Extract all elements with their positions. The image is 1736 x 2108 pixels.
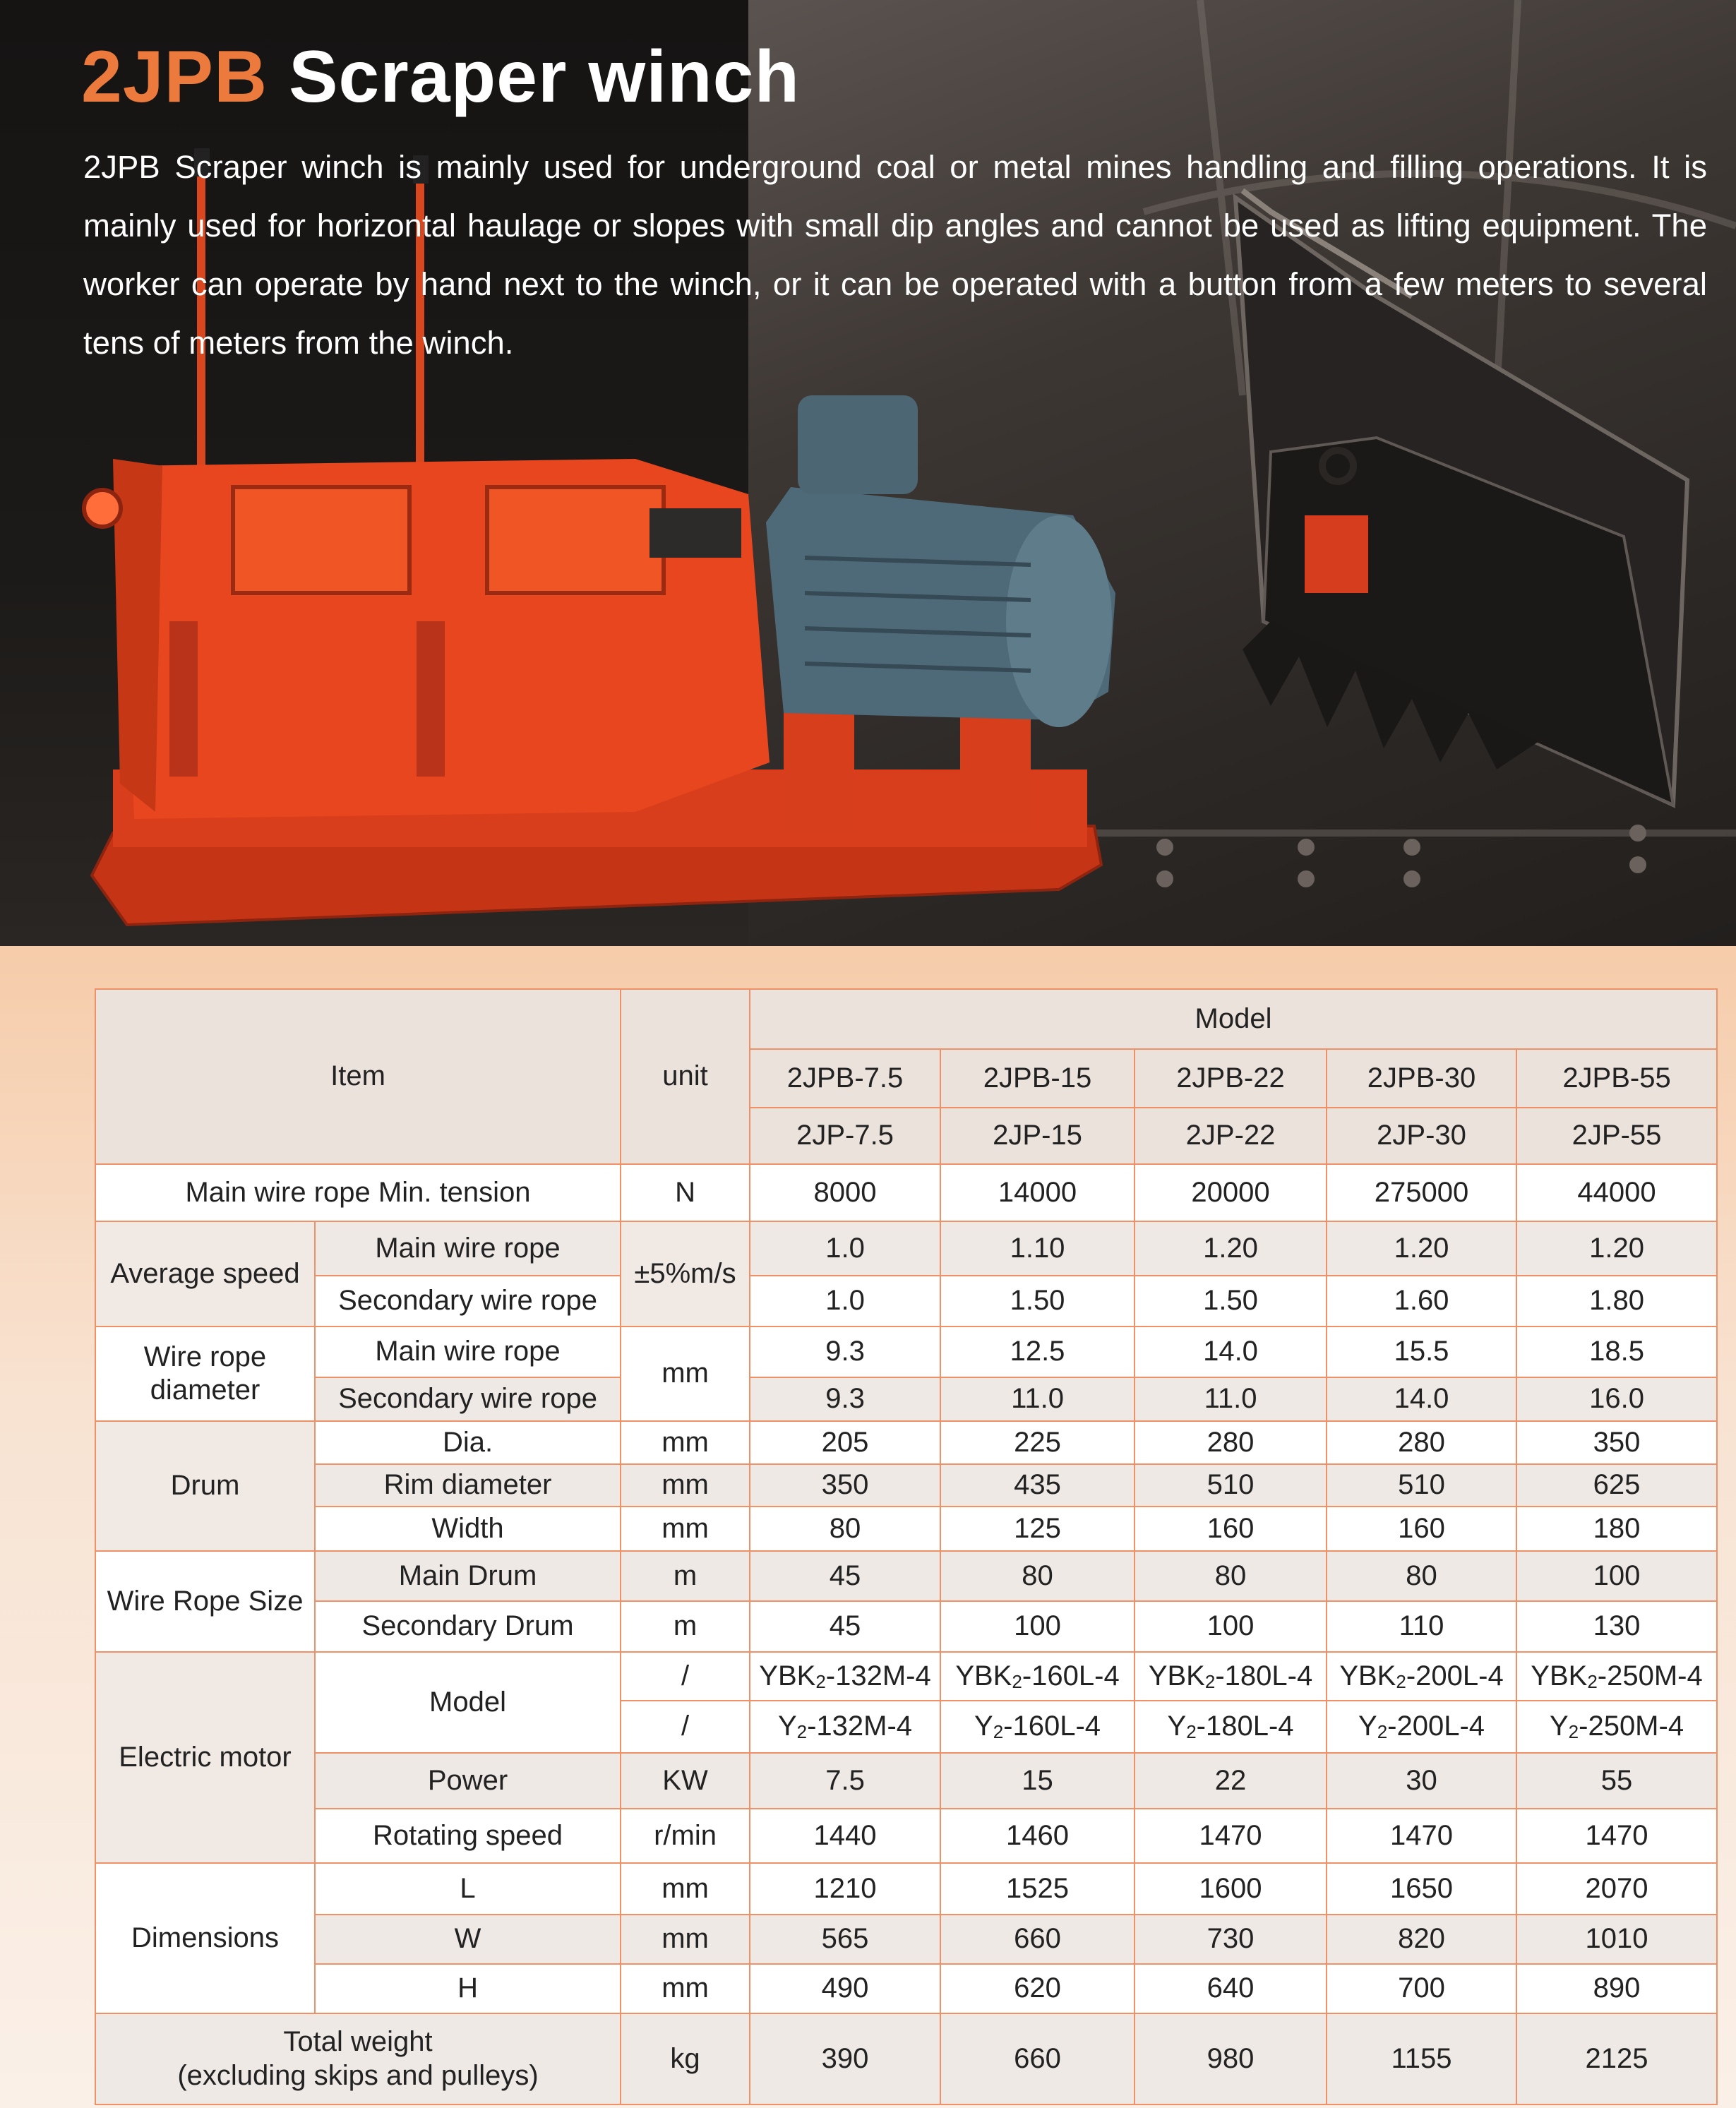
product-description: 2JPB Scraper winch is mainly used for underground coal or metal mines handling and filling operations. It is mainly used for horizontal haulage or slopes with small dip angles and cannot be used as lifting equipment. The worker can operate by hand next to the winch, or it can be operated with a button from a few meters to several tens of meters from the winch. bbox=[83, 149, 1707, 361]
motor-model-cell: $Y_2-132M-4$ bbox=[750, 1701, 940, 1753]
sub-label: Main wire rope bbox=[315, 1327, 621, 1377]
value-cell: 110 bbox=[1327, 1601, 1516, 1652]
motor-model-cell: $Y_2-180L-4$ bbox=[1135, 1701, 1327, 1753]
value-cell: 205 bbox=[750, 1421, 940, 1464]
row-label bbox=[95, 2013, 621, 2104]
value-cell: 1.80 bbox=[1516, 1276, 1717, 1327]
value-cell: 1460 bbox=[940, 1809, 1135, 1863]
value-cell: 1.50 bbox=[940, 1276, 1135, 1327]
value-cell: 45 bbox=[750, 1551, 940, 1601]
value-cell: 1.0 bbox=[750, 1221, 940, 1276]
sub-label: W bbox=[315, 1915, 621, 1964]
value-cell: 620 bbox=[940, 1964, 1135, 2013]
value-cell: 435 bbox=[940, 1464, 1135, 1507]
model-cell: 2JP-55 bbox=[1516, 1108, 1717, 1164]
value-cell: 8000 bbox=[750, 1164, 940, 1221]
group-label-line: Wire rope bbox=[143, 1341, 267, 1372]
value-cell: 100 bbox=[1135, 1601, 1327, 1652]
value-cell: 390 bbox=[750, 2013, 940, 2104]
value-cell: 80 bbox=[750, 1507, 940, 1551]
model-cell: 2JPB-22 bbox=[1135, 1049, 1327, 1108]
unit-cell: ±5%m/s bbox=[621, 1221, 750, 1327]
value-cell: 1470 bbox=[1516, 1809, 1717, 1863]
value-cell: 980 bbox=[1135, 2013, 1327, 2104]
sub-label: Rim diameter bbox=[315, 1464, 621, 1507]
value-cell: 80 bbox=[940, 1551, 1135, 1601]
value-cell: 490 bbox=[750, 1964, 940, 2013]
table-row bbox=[95, 989, 1717, 1049]
value-cell: 510 bbox=[1327, 1464, 1516, 1507]
value-cell: 1470 bbox=[1327, 1809, 1516, 1863]
table-row bbox=[95, 1915, 1717, 1964]
title-accent: 2JPB bbox=[81, 36, 268, 118]
unit-header: unit bbox=[621, 989, 750, 1164]
value-cell: 700 bbox=[1327, 1964, 1516, 2013]
sub-label: Secondary wire rope bbox=[315, 1377, 621, 1421]
model-cell: 2JPB-7.5 bbox=[750, 1049, 940, 1108]
page-title bbox=[81, 35, 800, 119]
value-cell: 225 bbox=[940, 1421, 1135, 1464]
table-row bbox=[95, 1601, 1717, 1652]
unit-cell: / bbox=[621, 1652, 750, 1701]
value-cell: 180 bbox=[1516, 1507, 1717, 1551]
value-cell: 44000 bbox=[1516, 1164, 1717, 1221]
value-cell: 660 bbox=[940, 1915, 1135, 1964]
value-cell: 1.60 bbox=[1327, 1276, 1516, 1327]
group-label: Electric motor bbox=[95, 1652, 315, 1863]
row-label: Main wire rope Min. tension bbox=[95, 1164, 621, 1221]
model-cell: 2JPB-55 bbox=[1516, 1049, 1717, 1108]
group-label: Drum bbox=[95, 1421, 315, 1551]
value-cell: 280 bbox=[1327, 1421, 1516, 1464]
unit-cell: mm bbox=[621, 1964, 750, 2013]
sub-label: L bbox=[315, 1863, 621, 1915]
table-row bbox=[95, 1652, 1717, 1701]
sub-label: Rotating speed bbox=[315, 1809, 621, 1863]
value-cell: 1.50 bbox=[1135, 1276, 1327, 1327]
sub-label: Main Drum bbox=[315, 1551, 621, 1601]
value-cell: 1.10 bbox=[940, 1221, 1135, 1276]
value-cell: 1.0 bbox=[750, 1276, 940, 1327]
value-cell: 130 bbox=[1516, 1601, 1717, 1652]
unit-cell: mm bbox=[621, 1421, 750, 1464]
model-cell: 2JP-30 bbox=[1327, 1108, 1516, 1164]
unit-cell: r/min bbox=[621, 1809, 750, 1863]
row-label-line: (excluding skips and pulleys) bbox=[177, 2059, 539, 2091]
value-cell: 1440 bbox=[750, 1809, 940, 1863]
value-cell: 80 bbox=[1327, 1551, 1516, 1601]
value-cell: 14000 bbox=[940, 1164, 1135, 1221]
motor-model-cell: $Y_2-250M-4$ bbox=[1516, 1701, 1717, 1753]
sub-label: Width bbox=[315, 1507, 621, 1551]
table-row bbox=[95, 1753, 1717, 1809]
model-cell: 2JPB-30 bbox=[1327, 1049, 1516, 1108]
value-cell: 350 bbox=[750, 1464, 940, 1507]
value-cell: 2125 bbox=[1516, 2013, 1717, 2104]
value-cell: 80 bbox=[1135, 1551, 1327, 1601]
value-cell: 160 bbox=[1135, 1507, 1327, 1551]
value-cell: 625 bbox=[1516, 1464, 1717, 1507]
value-cell: 1470 bbox=[1135, 1809, 1327, 1863]
sub-label: Dia. bbox=[315, 1421, 621, 1464]
value-cell: 890 bbox=[1516, 1964, 1717, 2013]
value-cell: 9.3 bbox=[750, 1377, 940, 1421]
unit-cell: kg bbox=[621, 2013, 750, 2104]
sub-label: Model bbox=[315, 1652, 621, 1753]
value-cell: 100 bbox=[940, 1601, 1135, 1652]
unit-cell: / bbox=[621, 1701, 750, 1753]
value-cell: 12.5 bbox=[940, 1327, 1135, 1377]
value-cell: 1.20 bbox=[1327, 1221, 1516, 1276]
unit-cell: mm bbox=[621, 1464, 750, 1507]
sub-label: Secondary wire rope bbox=[315, 1276, 621, 1327]
hero-banner bbox=[0, 0, 1736, 946]
unit-cell: mm bbox=[621, 1863, 750, 1915]
value-cell: 9.3 bbox=[750, 1327, 940, 1377]
value-cell: 730 bbox=[1135, 1915, 1327, 1964]
title-rest: Scraper winch bbox=[289, 36, 800, 118]
value-cell: 660 bbox=[940, 2013, 1135, 2104]
group-label-line: diameter bbox=[150, 1375, 261, 1406]
value-cell: 2070 bbox=[1516, 1863, 1717, 1915]
model-cell: 2JP-22 bbox=[1135, 1108, 1327, 1164]
table-row bbox=[95, 1464, 1717, 1507]
table-row bbox=[95, 1276, 1717, 1327]
spec-table bbox=[95, 988, 1718, 2105]
value-cell: 11.0 bbox=[940, 1377, 1135, 1421]
model-cell: 2JP-15 bbox=[940, 1108, 1135, 1164]
motor-model-cell: $YBK_2-250M-4$ bbox=[1516, 1652, 1717, 1701]
value-cell: 22 bbox=[1135, 1753, 1327, 1809]
value-cell: 510 bbox=[1135, 1464, 1327, 1507]
model-header: Model bbox=[750, 989, 1717, 1049]
value-cell: 7.5 bbox=[750, 1753, 940, 1809]
table-row bbox=[95, 1551, 1717, 1601]
motor-model-cell: $Y_2-200L-4$ bbox=[1327, 1701, 1516, 1753]
value-cell: 30 bbox=[1327, 1753, 1516, 1809]
value-cell: 280 bbox=[1135, 1421, 1327, 1464]
value-cell: 820 bbox=[1327, 1915, 1516, 1964]
table-row bbox=[95, 2013, 1717, 2104]
table-row bbox=[95, 1964, 1717, 2013]
model-cell: 2JPB-15 bbox=[940, 1049, 1135, 1108]
value-cell: 640 bbox=[1135, 1964, 1327, 2013]
value-cell: 125 bbox=[940, 1507, 1135, 1551]
value-cell: 15.5 bbox=[1327, 1327, 1516, 1377]
value-cell: 20000 bbox=[1135, 1164, 1327, 1221]
table-row bbox=[95, 1164, 1717, 1221]
value-cell: 14.0 bbox=[1327, 1377, 1516, 1421]
unit-cell: KW bbox=[621, 1753, 750, 1809]
value-cell: 565 bbox=[750, 1915, 940, 1964]
group-label bbox=[95, 1327, 315, 1421]
unit-cell: mm bbox=[621, 1507, 750, 1551]
value-cell: 18.5 bbox=[1516, 1327, 1717, 1377]
value-cell: 100 bbox=[1516, 1551, 1717, 1601]
sub-label: H bbox=[315, 1964, 621, 2013]
value-cell: 1650 bbox=[1327, 1863, 1516, 1915]
value-cell: 14.0 bbox=[1135, 1327, 1327, 1377]
row-label-line: Total weight bbox=[283, 2026, 433, 2058]
group-label: Average speed bbox=[95, 1221, 315, 1327]
sub-label: Main wire rope bbox=[315, 1221, 621, 1276]
value-cell: 1010 bbox=[1516, 1915, 1717, 1964]
unit-cell: N bbox=[621, 1164, 750, 1221]
table-row bbox=[95, 1327, 1717, 1377]
table-row bbox=[95, 1863, 1717, 1915]
value-cell: 45 bbox=[750, 1601, 940, 1652]
value-cell: 160 bbox=[1327, 1507, 1516, 1551]
unit-cell: mm bbox=[621, 1915, 750, 1964]
value-cell: 1155 bbox=[1327, 2013, 1516, 2104]
value-cell: 1.20 bbox=[1516, 1221, 1717, 1276]
group-label: Wire Rope Size bbox=[95, 1551, 315, 1652]
unit-cell: m bbox=[621, 1551, 750, 1601]
item-header: Item bbox=[95, 989, 621, 1164]
group-label: Dimensions bbox=[95, 1863, 315, 2013]
motor-model-cell: $Y_2-160L-4$ bbox=[940, 1701, 1135, 1753]
motor-model-cell: $YBK_2-160L-4$ bbox=[940, 1652, 1135, 1701]
table-row bbox=[95, 1377, 1717, 1421]
model-cell: 2JP-7.5 bbox=[750, 1108, 940, 1164]
value-cell: 1600 bbox=[1135, 1863, 1327, 1915]
sub-label: Secondary Drum bbox=[315, 1601, 621, 1652]
value-cell: 1210 bbox=[750, 1863, 940, 1915]
value-cell: 350 bbox=[1516, 1421, 1717, 1464]
table-row bbox=[95, 1221, 1717, 1276]
value-cell: 275000 bbox=[1327, 1164, 1516, 1221]
value-cell: 15 bbox=[940, 1753, 1135, 1809]
value-cell: 1525 bbox=[940, 1863, 1135, 1915]
value-cell: 11.0 bbox=[1135, 1377, 1327, 1421]
motor-model-cell: $YBK_2-132M-4$ bbox=[750, 1652, 940, 1701]
motor-model-cell: $YBK_2-200L-4$ bbox=[1327, 1652, 1516, 1701]
value-cell: 55 bbox=[1516, 1753, 1717, 1809]
table-row bbox=[95, 1421, 1717, 1464]
unit-cell: mm bbox=[621, 1327, 750, 1421]
table-row bbox=[95, 1809, 1717, 1863]
value-cell: 16.0 bbox=[1516, 1377, 1717, 1421]
value-cell: 1.20 bbox=[1135, 1221, 1327, 1276]
unit-cell: m bbox=[621, 1601, 750, 1652]
sub-label: Power bbox=[315, 1753, 621, 1809]
table-row bbox=[95, 1507, 1717, 1551]
motor-model-cell: $YBK_2-180L-4$ bbox=[1135, 1652, 1327, 1701]
